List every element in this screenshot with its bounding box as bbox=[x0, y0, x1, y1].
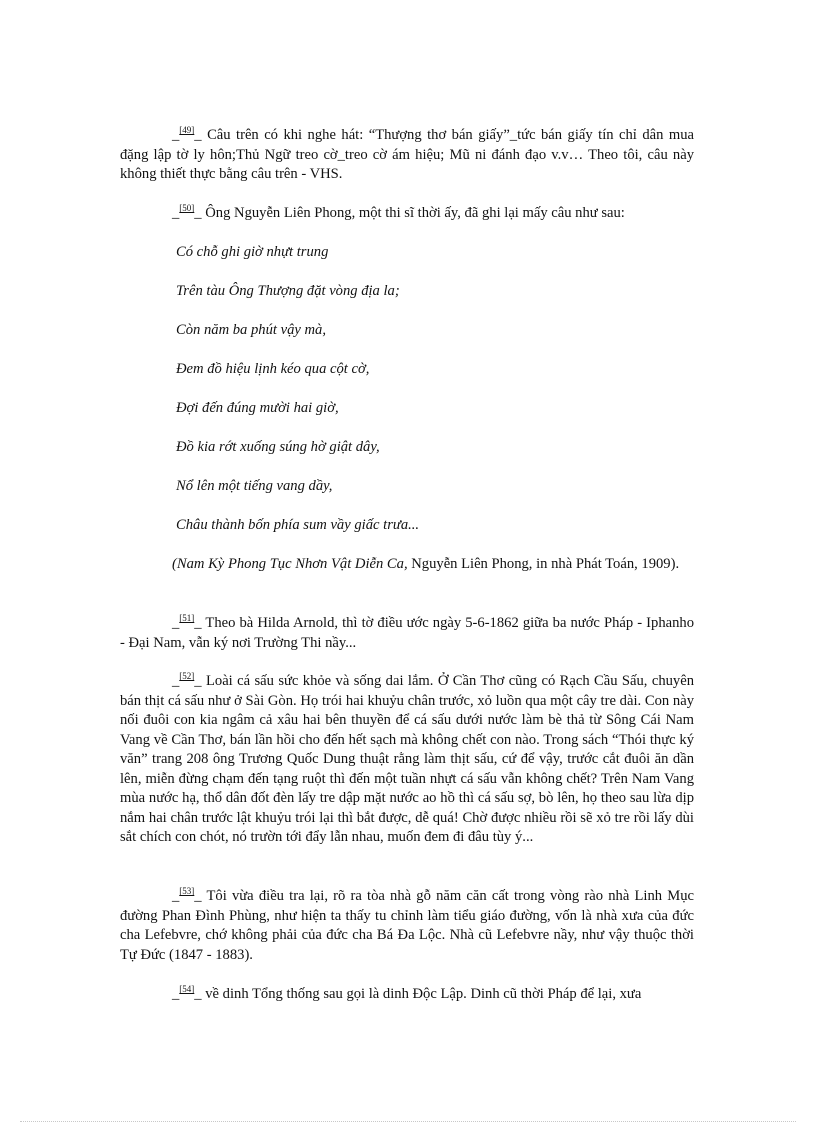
footnote-ref-52[interactable]: [52] bbox=[179, 671, 195, 682]
footnote-51: _[51]_ Theo bà Hilda Arnold, thì tờ điều ước ngày 5-6-1862 giữa ba nước Pháp - Iphanho - Đại Nam, vẫn ký nơi Trường Thi nầy... bbox=[120, 613, 694, 651]
footnote-ref-50[interactable]: [50] bbox=[179, 203, 195, 214]
poem-line: Còn năm ba phút vậy mà, bbox=[176, 322, 326, 338]
poem-line: Có chỗ ghi giờ nhựt trung bbox=[176, 244, 329, 260]
page-bottom-divider bbox=[20, 1121, 796, 1122]
poem-line: Đồ kia rớt xuống súng hờ giật dây, bbox=[176, 439, 380, 455]
poem-line: Nổ lên một tiếng vang dầy, bbox=[176, 478, 333, 494]
footnote-50: _[50]_ Ông Nguyễn Liên Phong, một thi sĩ thời ấy, đã ghi lại mấy câu như sau: bbox=[172, 203, 625, 221]
citation-title: (Nam Kỳ Phong Tục Nhơn Vật Diễn Ca, bbox=[172, 556, 408, 572]
poem-line: Châu thành bốn phía sum vầy giấc trưa... bbox=[176, 517, 420, 533]
footnote-49: _[49]_ Câu trên có khi nghe hát: “Thượng thơ bán giấy”_tức bán giấy tín chỉ dân mua đặng lập tờ ly hôn;Thủ Ngữ treo cờ_treo cờ ám hiệu; Mũ ni đánh đạo v.v… Theo tôi, câu này không thiết thực bằng câu trên - VHS. bbox=[120, 125, 694, 182]
footnote-ref-54[interactable]: [54] bbox=[179, 984, 195, 995]
footnote-51-text: Theo bà Hilda Arnold, thì tờ điều ước ngày 5-6-1862 giữa ba nước Pháp - Iphanho - Đại Nam, vẫn ký nơi Trường Thi nầy... bbox=[120, 615, 694, 651]
poem-citation bbox=[120, 555, 694, 575]
footnote-52-text: Loài cá sấu sức khỏe và sống dai lắm. Ở Cần Thơ cũng có Rạch Cầu Sấu, chuyên bán thịt cá sấu như ở Sài Gòn. Họ trói hai khuỷu chân trước, xỏ luồn qua một cây tre dài. Con này nối đuôi con kia ngâm cả xâu hai bên thuyền để cá sấu dưới nước làm bè thả từ Sông Cái Nam Vang về Cần Thơ, bán lần hồi cho đến hết sạch mà không chết con nào. Trong sách “Thói thực ký văn” trang 208 ông Trương Quốc Dung thuật rằng làm thịt sấu, cứ để vậy, trước cắt đuôi ăn dần lên, miễn đừng chạm đến tạng ruột thì đến một tuần nhựt cá sấu vẫn không chết? Trên Nam Vang mùa nước hạ, thổ dân đốt đèn lấy tre dập mặt nước ao hồ thì cá sấu sợ, bò lên, họ theo sau lừa dịp nắm hai chân trước lật khuỷu trói lại thì bắt được, dễ quá! Chờ được nhiều rồi sẽ xỏ tre rồi lấy dùi sắt chích con chót, nó trườn tới đẩy lẫn nhau, muốn đem đi đâu tùy ý... bbox=[120, 673, 694, 845]
footnote-54: _[54]_ về dinh Tổng thống sau gọi là dinh Độc Lập. Dinh cũ thời Pháp để lại, xưa bbox=[172, 984, 642, 1002]
footnote-53: _[53]_ Tôi vừa điều tra lại, rõ ra tòa nhà gỗ năm căn cất trong vòng rào nhà Linh Mục đường Phan Đình Phùng, như hiện ta thấy tu chỉnh làm tiểu giáo đường, vốn là nhà xưa của đức cha Lefebvre, chớ không phải của đức cha Bá Đa Lộc. Nhà cũ Lefebvre nầy, như vậy thuộc thời Tự Đức (1847 - 1883). bbox=[120, 886, 694, 963]
poem-line: Trên tàu Ông Thượng đặt vòng địa la; bbox=[176, 283, 400, 299]
footnote-52: _[52]_ Loài cá sấu sức khỏe và sống dai lắm. Ở Cần Thơ cũng có Rạch Cầu Sấu, chuyên bán thịt cá sấu như ở Sài Gòn. Họ trói hai khuỷu chân trước, xỏ luồn qua một cây tre dài. Con này nối đuôi con kia ngâm cả xâu hai bên thuyền để cá sấu dưới nước làm bè thả từ Sông Cái Nam Vang về Cần Thơ, bán lần hồi cho đến hết sạch mà không chết con nào. Trong sách “Thói thực ký văn” trang 208 ông Trương Quốc Dung thuật rằng làm thịt sấu, cứ để vậy, trước cắt đuôi ăn dần lên, miễn đừng chạm đến tạng ruột thì đến một tuần nhựt cá sấu vẫn không chết? Trên Nam Vang mùa nước hạ, thổ dân đốt đèn lấy tre dập mặt nước ao hồ thì cá sấu sợ, bò lên, họ theo sau lừa dịp nắm hai chân trước lật khuỷu trói lại thì bắt được, dễ quá! Chờ được nhiều rồi sẽ xỏ tre rồi lấy dùi sắt chích con chót, nó trườn tới đẩy lẫn nhau, muốn đem đi đâu tùy ý... bbox=[120, 671, 694, 845]
footnote-49-text: Câu trên có khi nghe hát: “Thượng thơ bán giấy”_tức bán giấy tín chỉ dân mua đặng lập tờ ly hôn;Thủ Ngữ treo cờ_treo cờ ám hiệu; Mũ ni đánh đạo v.v… Theo tôi, câu này không thiết thực bằng câu trên - VHS. bbox=[120, 127, 694, 182]
footnote-50-text: Ông Nguyễn Liên Phong, một thi sĩ thời ấy, đã ghi lại mấy câu như sau: bbox=[201, 205, 625, 221]
footnote-ref-53[interactable]: [53] bbox=[179, 886, 195, 897]
footnote-53-text: Tôi vừa điều tra lại, rõ ra tòa nhà gỗ năm căn cất trong vòng rào nhà Linh Mục đường Phan Đình Phùng, như hiện ta thấy tu chỉnh làm tiểu giáo đường, vốn là nhà xưa của đức cha Lefebvre, chớ không phải của đức cha Bá Đa Lộc. Nhà cũ Lefebvre nầy, như vậy thuộc thời Tự Đức (1847 - 1883). bbox=[120, 888, 694, 963]
footnote-ref-51[interactable]: [51] bbox=[179, 613, 195, 624]
footnote-54-text: về dinh Tổng thống sau gọi là dinh Độc Lập. Dinh cũ thời Pháp để lại, xưa bbox=[201, 986, 642, 1002]
footnote-ref-49[interactable]: [49] bbox=[179, 125, 195, 136]
poem-line: Đợi đến đúng mười hai giờ, bbox=[176, 400, 339, 416]
poem-line: Đem đồ hiệu lịnh kéo qua cột cờ, bbox=[176, 361, 370, 377]
citation-text: Nguyễn Liên Phong, in nhà Phát Toán, 1909). bbox=[407, 556, 680, 572]
